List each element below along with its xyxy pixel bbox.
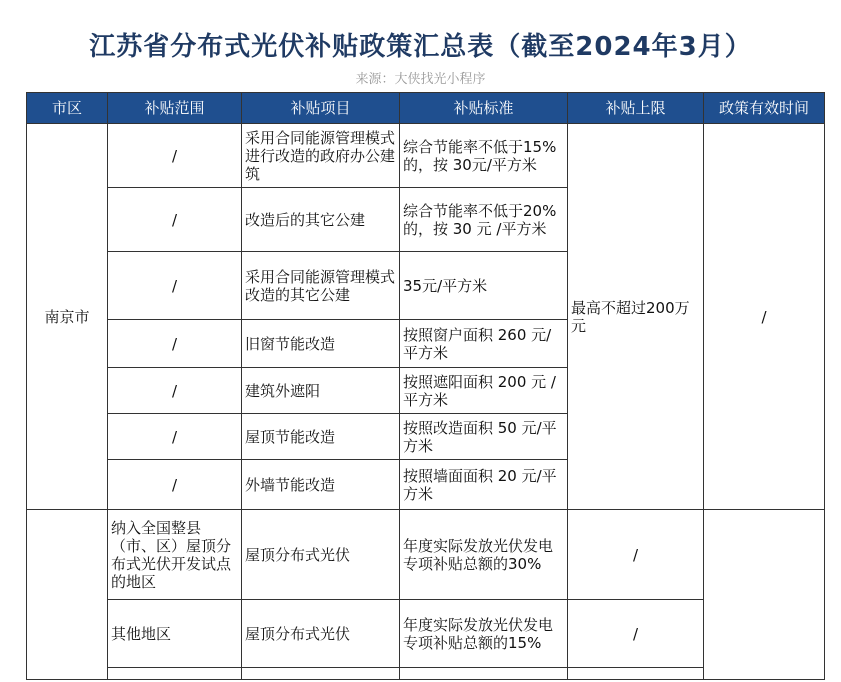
item-cell <box>242 668 400 680</box>
item-cell: 采用合同能源管理模式改造的其它公建 <box>242 252 400 320</box>
valid-time-cell <box>704 510 825 680</box>
item-cell: 屋顶分布式光伏 <box>242 600 400 668</box>
standard-cell: 综合节能率不低于20%的，按 30 元 /平方米 <box>400 188 568 252</box>
table-row <box>27 124 825 188</box>
item-cell: 外墙节能改造 <box>242 460 400 510</box>
cap-cell: / <box>568 510 704 600</box>
valid-time-cell: / <box>704 124 825 510</box>
header-city: 市区 <box>27 93 108 124</box>
item-cell: 采用合同能源管理模式进行改造的政府办公建筑 <box>242 124 400 188</box>
scope-cell: 纳入全国整县（市、区）屋顶分布式光伏开发试点的地区 <box>108 510 242 600</box>
header-scope: 补贴范围 <box>108 93 242 124</box>
page-title: 江苏省分布式光伏补贴政策汇总表（截至2024年3月） <box>89 32 752 62</box>
header-cap: 补贴上限 <box>568 93 704 124</box>
cap-cell <box>568 668 704 680</box>
scope-cell: / <box>108 460 242 510</box>
header-standard: 补贴标准 <box>400 93 568 124</box>
header-valid-time: 政策有效时间 <box>704 93 825 124</box>
policy-table <box>26 92 825 680</box>
scope-cell: / <box>108 368 242 414</box>
cap-cell: 最高不超过200万元 <box>568 124 704 510</box>
item-cell: 屋顶节能改造 <box>242 414 400 460</box>
city-cell: 南京市 <box>27 124 108 510</box>
standard-cell: 年度实际发放光伏发电专项补贴总额的30% <box>400 510 568 600</box>
city-cell <box>27 510 108 680</box>
header-item: 补贴项目 <box>242 93 400 124</box>
item-cell: 旧窗节能改造 <box>242 320 400 368</box>
item-cell: 改造后的其它公建 <box>242 188 400 252</box>
standard-cell: 按照窗户面积 260 元/平方米 <box>400 320 568 368</box>
standard-cell: 35元/平方米 <box>400 252 568 320</box>
source-note: 来源：大侠找光小程序 <box>355 72 486 87</box>
cap-cell: / <box>568 600 704 668</box>
standard-cell: 年度实际发放光伏发电专项补贴总额的15% <box>400 600 568 668</box>
scope-cell: / <box>108 320 242 368</box>
standard-cell: 按照遮阳面积 200 元 /平方米 <box>400 368 568 414</box>
standard-cell <box>400 668 568 680</box>
scope-cell <box>108 668 242 680</box>
standard-cell: 综合节能率不低于15%的，按 30元/平方米 <box>400 124 568 188</box>
item-cell: 建筑外遮阳 <box>242 368 400 414</box>
scope-cell: 其他地区 <box>108 600 242 668</box>
table-row <box>27 510 825 600</box>
header-row <box>27 93 825 124</box>
scope-cell: / <box>108 252 242 320</box>
scope-cell: / <box>108 124 242 188</box>
standard-cell: 按照改造面积 50 元/平方米 <box>400 414 568 460</box>
scope-cell: / <box>108 414 242 460</box>
scope-cell: / <box>108 188 242 252</box>
item-cell: 屋顶分布式光伏 <box>242 510 400 600</box>
standard-cell: 按照墙面面积 20 元/平方米 <box>400 460 568 510</box>
